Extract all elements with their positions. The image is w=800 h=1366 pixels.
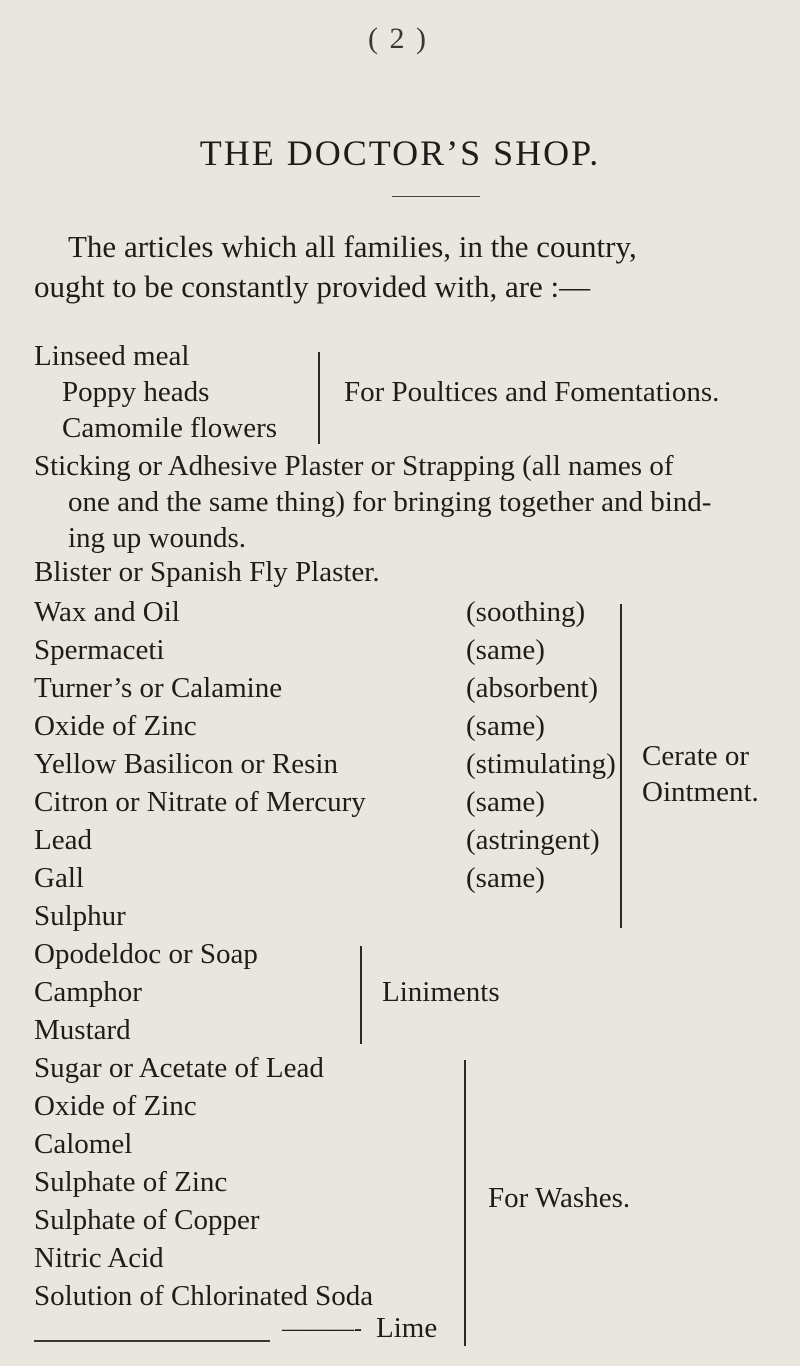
list-item: Camphor (34, 976, 142, 1008)
washes-brace (464, 1060, 466, 1346)
washes-purpose: For Washes. (488, 1182, 631, 1214)
list-item-quality: (same) (466, 710, 545, 742)
list-item: Yellow Basilicon or Resin (34, 748, 338, 780)
list-item-quality: (same) (466, 862, 545, 894)
list-item: Nitric Acid (34, 1242, 164, 1274)
intro-line-1: The articles which all families, in the country, (68, 229, 637, 264)
list-item: Camomile flowers (62, 412, 278, 444)
liniments-brace (360, 946, 362, 1044)
plaster-line-3: ing up wounds. (68, 522, 247, 554)
list-item: Mustard (34, 1014, 131, 1046)
list-item: Oxide of Zinc (34, 1090, 197, 1122)
list-item: Citron or Nitrate of Mercury (34, 786, 366, 818)
list-item-quality: (stimulating) (466, 748, 616, 780)
list-item: Sulphur (34, 900, 126, 932)
ointments-purpose-line-1: Cerate or (642, 740, 750, 772)
ditto-rule (34, 1340, 270, 1342)
page-title: THE DOCTOR’S SHOP. (199, 133, 601, 173)
page-number: ( 2 ) (368, 22, 428, 55)
list-item: Wax and Oil (34, 596, 180, 628)
list-item: Poppy heads (62, 376, 210, 408)
list-item: Lime (376, 1312, 438, 1344)
list-item-quality: (same) (466, 634, 545, 666)
list-item-quality: (soothing) (466, 596, 586, 628)
poultices-brace (318, 352, 320, 444)
list-item: Linseed meal (34, 340, 190, 372)
ointments-brace (620, 604, 622, 928)
list-item: Sugar or Acetate of Lead (34, 1052, 324, 1084)
plaster-line-2: one and the same thing) for bringing together and bind- (68, 486, 712, 518)
ditto-dash: ———- (282, 1316, 362, 1342)
list-item: Calomel (34, 1128, 133, 1160)
title-rule (392, 196, 480, 197)
list-item: Gall (34, 862, 84, 894)
list-item: Lead (34, 824, 92, 856)
list-item-quality: (absorbent) (466, 672, 599, 704)
blister-plaster: Blister or Spanish Fly Plaster. (34, 556, 380, 588)
liniments-purpose: Liniments (382, 976, 500, 1008)
list-item: Opodeldoc or Soap (34, 938, 258, 970)
list-item: Turner’s or Calamine (34, 672, 283, 704)
list-item: Sulphate of Copper (34, 1204, 260, 1236)
list-item-quality: (astringent) (466, 824, 600, 856)
list-item: Solution of Chlorinated Soda (34, 1280, 374, 1312)
list-item: Spermaceti (34, 634, 165, 666)
list-item: Sulphate of Zinc (34, 1166, 228, 1198)
poultices-purpose: For Poultices and Fomentations. (344, 376, 720, 408)
ointments-purpose-line-2: Ointment. (642, 776, 759, 808)
list-item: Oxide of Zinc (34, 710, 197, 742)
plaster-line-1: Sticking or Adhesive Plaster or Strapping (all names of (34, 450, 674, 482)
list-item-quality: (same) (466, 786, 545, 818)
intro-line-2: ought to be constantly provided with, are :— (34, 269, 591, 304)
